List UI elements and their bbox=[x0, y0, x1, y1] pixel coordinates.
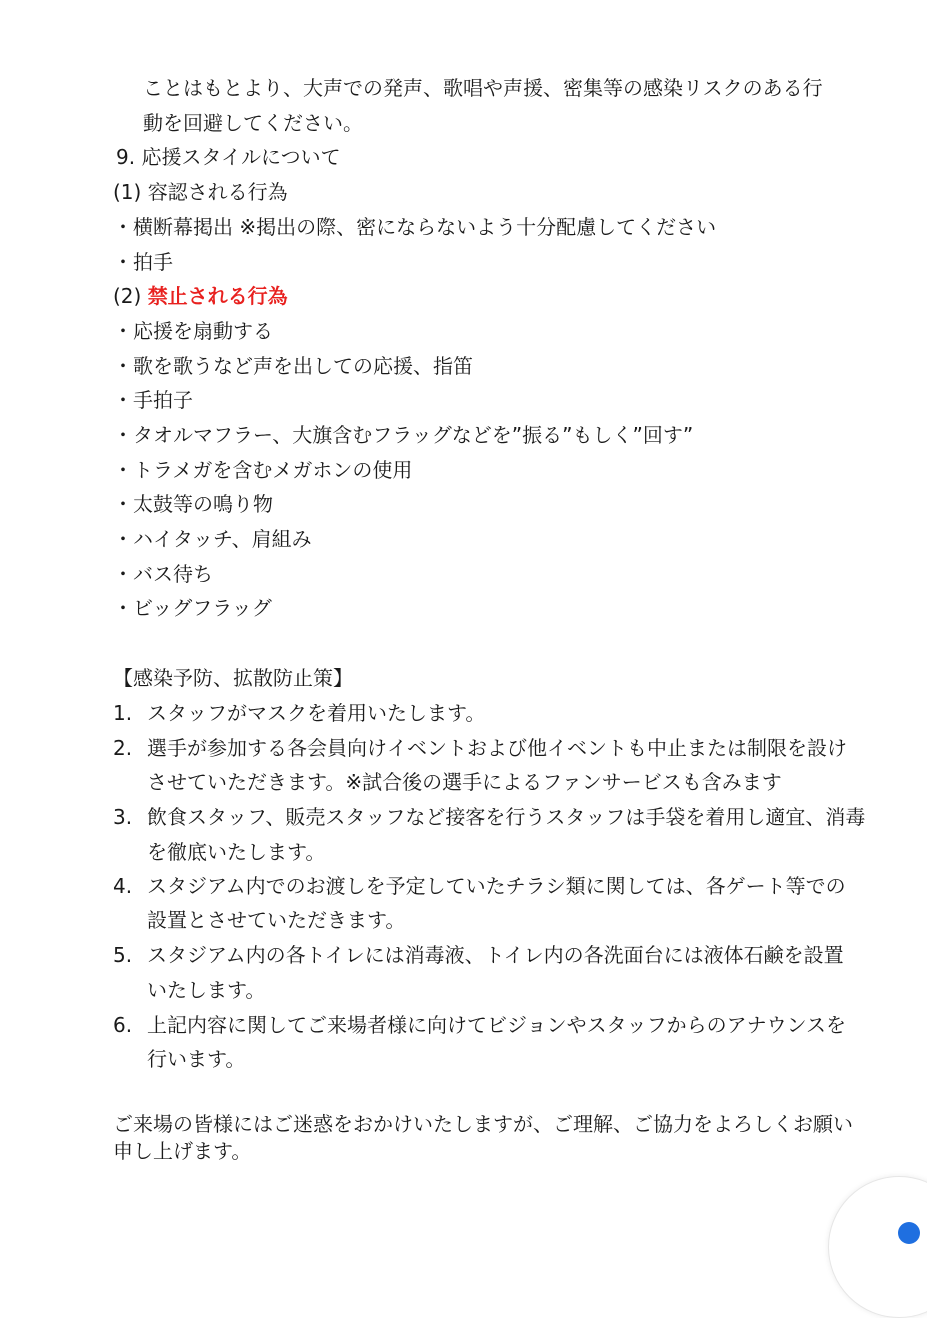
item-number: 2. bbox=[113, 736, 133, 760]
list-item bbox=[113, 386, 193, 414]
item-text-continued: を徹底いたします。 bbox=[147, 840, 326, 864]
list-item-text: トラメガを含むメガホンの使用 bbox=[133, 458, 413, 482]
prohibited-heading bbox=[113, 282, 288, 310]
item-text-continued: いたします。 bbox=[147, 978, 266, 1002]
bullet: ・ bbox=[113, 492, 133, 516]
prohibited-prefix: (2) bbox=[113, 284, 148, 308]
list-item bbox=[113, 456, 412, 484]
list-item bbox=[113, 352, 473, 380]
list-item-text: 手拍子 bbox=[133, 388, 193, 412]
item-text-continued: 設置とさせていただきます。 bbox=[147, 908, 406, 932]
list-item bbox=[113, 248, 173, 276]
bullet: ・ bbox=[113, 527, 133, 551]
bullet: ・ bbox=[113, 562, 133, 586]
bullet: ・ bbox=[113, 388, 133, 412]
item-text-continued: 行います。 bbox=[147, 1047, 246, 1071]
list-item bbox=[113, 525, 312, 553]
list-item bbox=[113, 213, 716, 241]
list-item bbox=[113, 317, 273, 345]
bullet: ・ bbox=[113, 354, 133, 378]
list-item-text: 横断幕掲出 ※掲出の際、密にならないよう十分配慮してください bbox=[133, 215, 717, 239]
list-item-text: 拍手 bbox=[133, 250, 173, 274]
list-item-text: 歌を歌うなど声を出しての応援、指笛 bbox=[133, 354, 473, 378]
list-item bbox=[113, 594, 272, 622]
list-item-text: 太鼓等の鳴り物 bbox=[133, 492, 273, 516]
item-number: 3. bbox=[113, 805, 133, 829]
prevention-heading: 【感染予防、拡散防止策】 bbox=[113, 666, 353, 690]
item-text: スタジアム内でのお渡しを予定していたチラシ類に関しては、各ゲート等での bbox=[147, 874, 846, 898]
intro-line: ことはもとより、大声での発声、歌唱や声援、密集等の感染リスクのある行 bbox=[143, 76, 823, 100]
item-number: 6. bbox=[113, 1013, 133, 1037]
bullet: ・ bbox=[113, 250, 133, 274]
numbered-item bbox=[113, 1011, 846, 1039]
item-text: 飲食スタッフ、販売スタッフなど接客を行うスタッフは手袋を着用し適宜、消毒 bbox=[147, 805, 866, 829]
list-item-text: バス待ち bbox=[133, 562, 213, 586]
list-item-text: ビッグフラッグ bbox=[133, 596, 272, 620]
bullet: ・ bbox=[113, 458, 133, 482]
closing-text: 申し上げます。 bbox=[113, 1139, 252, 1163]
list-item bbox=[113, 421, 693, 449]
bullet: ・ bbox=[113, 215, 133, 239]
bullet: ・ bbox=[113, 423, 133, 447]
item-text-continued: させていただきます。※試合後の選手によるファンサービスも含みます bbox=[147, 770, 782, 794]
numbered-item bbox=[113, 941, 844, 969]
bullet: ・ bbox=[113, 596, 133, 620]
list-item bbox=[113, 560, 213, 588]
numbered-item bbox=[113, 699, 485, 727]
item-number: 5. bbox=[113, 943, 133, 967]
list-item bbox=[113, 490, 273, 518]
item-text: 選手が参加する各会員向けイベントおよび他イベントも中止または制限を設け bbox=[147, 736, 847, 760]
list-item-text: ハイタッチ、肩組み bbox=[133, 527, 312, 551]
item-number: 4. bbox=[113, 874, 133, 898]
closing-text: ご来場の皆様にはご迷惑をおかけいたしますが、ご理解、ご協力をよろしくお願い bbox=[113, 1112, 853, 1136]
item-text: スタジアム内の各トイレには消毒液、トイレ内の各洗面台には液体石鹸を設置 bbox=[147, 943, 844, 967]
section-heading: 9. 応援スタイルについて bbox=[116, 145, 341, 169]
item-text: 上記内容に関してご来場者様に向けてビジョンやスタッフからのアナウンスを bbox=[147, 1013, 846, 1037]
bullet: ・ bbox=[113, 319, 133, 343]
numbered-item bbox=[113, 734, 847, 762]
list-item-text: 応援を扇動する bbox=[133, 319, 273, 343]
floating-action-button[interactable] bbox=[828, 1176, 927, 1318]
allowed-heading: (1) 容認される行為 bbox=[113, 180, 288, 204]
list-item-text: タオルマフラー、大旗含むフラッグなどを”振る”もしく”回す” bbox=[133, 423, 694, 447]
numbered-item bbox=[113, 803, 865, 831]
item-number: 1. bbox=[113, 701, 133, 725]
item-text: スタッフがマスクを着用いたします。 bbox=[147, 701, 486, 725]
floating-button-icon[interactable] bbox=[898, 1222, 920, 1244]
intro-line: 動を回避してください。 bbox=[143, 111, 363, 135]
numbered-item bbox=[113, 872, 846, 900]
prohibited-label: 禁止される行為 bbox=[147, 284, 288, 308]
